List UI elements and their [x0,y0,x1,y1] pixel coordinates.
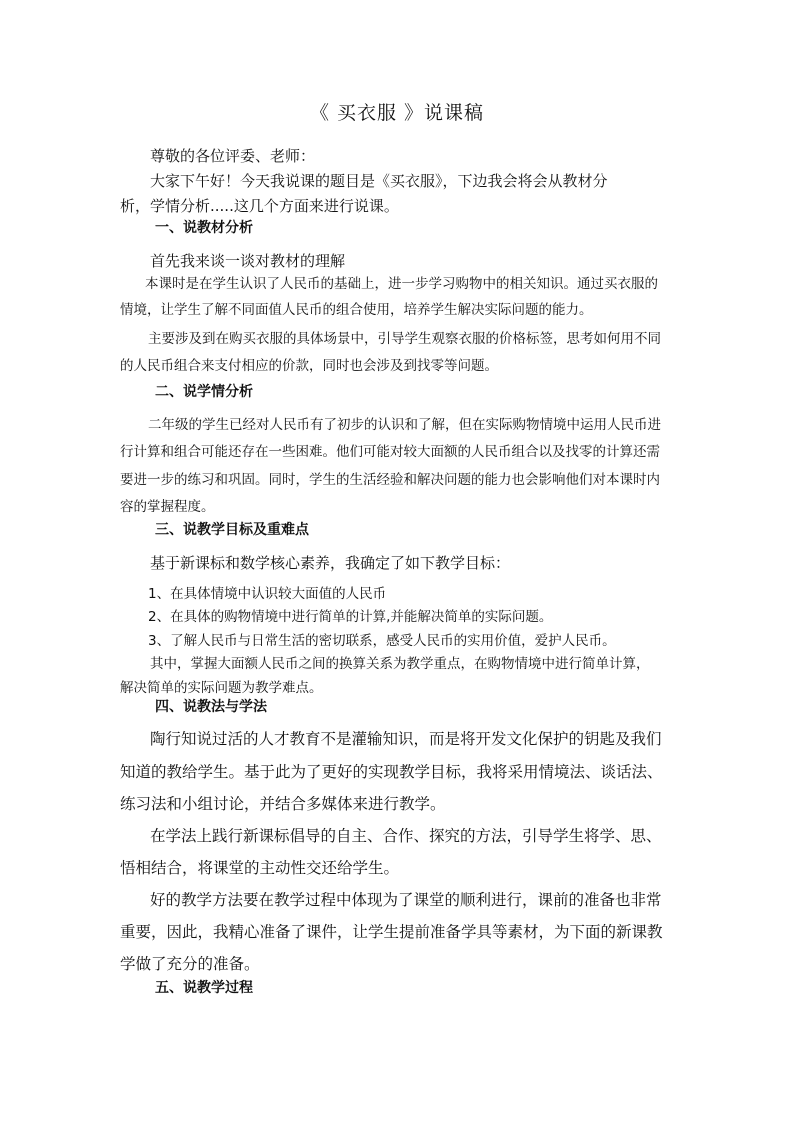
section-heading-1: 一、说教材分析 [155,220,253,236]
paragraph-line: 容的掌握程度。 [120,499,215,515]
paragraph-line: 二年级的学生已经对人民币有了初步的认识和了解，但在实际购物情境中运用人民币进 [148,417,661,433]
paragraph-line: 陶行知说过活的人才教育不是灌输知识，而是将开发文化保护的钥匙及我们 [150,730,662,748]
paragraph-line: 的人民币组合来支付相应的价款，同时也会涉及到找零等问题。 [120,358,498,374]
paragraph-line: 行计算和组合可能还存在一些困难。他们可能对较大面额的人民币组合以及找零的计算还需 [120,444,660,460]
paragraph-line: 要进一步的练习和巩固。同时，学生的生活经验和解决问题的能力也会影响他们对本课时内 [120,472,660,488]
paragraph-line: 在学法上践行新课标倡导的自主、合作、探究的方法，引导学生将学、思、 [150,827,662,845]
paragraph-line: 解决简单的实际问题为教学难点。 [120,680,323,696]
list-item: 2、在具体的购物情境中进行简单的计算,并能解决简单的实际问题。 [148,609,553,625]
section-heading-2: 二、说学情分析 [155,384,253,400]
paragraph-line: 知道的教给学生。基于此为了更好的实现教学目标，我将采用情境法、谈话法、 [120,763,663,781]
paragraph-line: 练习法和小组讨论，并结合多媒体来进行教学。 [120,795,446,813]
document-title: 《 买衣服 》说课稿 [309,102,485,124]
paragraph-line: 基于新课标和数学核心素养，我确定了如下教学目标： [150,554,511,572]
paragraph-line: 重要，因此，我精心准备了课件，让学生提前准备学具等素材，为下面的新课教 [120,923,663,941]
list-item: 3、了解人民币与日常生活的密切联系，感受人民币的实用价值，爱护人民币。 [148,633,616,649]
paragraph-line: 本课时是在学生认识了人民币的基础上，进一步学习购物中的相关知识。通过买衣服的 [145,276,658,292]
intro-line-2: 析，学情分析.....这几个方面来进行说课。 [120,197,399,215]
paragraph-line: 首先我来谈一谈对教材的理解 [150,252,346,270]
paragraph-line: 情境，让学生了解不同面值人民币的组合使用，培养学生解决实际问题的能力。 [120,302,593,318]
paragraph-line: 学做了充分的准备。 [120,955,260,973]
section-heading-4: 四、说教法与学法 [155,699,267,715]
section-heading-3: 三、说教学目标及重难点 [155,522,309,538]
list-item: 1、在具体情境中认识较大面值的人民币 [148,586,387,602]
section-heading-5: 五、说教学过程 [155,980,253,996]
paragraph-line: 主要涉及到在购买衣服的具体场景中，引导学生观察衣服的价格标签，思考如何用不同 [148,331,661,347]
paragraph-line: 悟相结合，将课堂的主动性交还给学生。 [120,859,400,877]
intro-line-1: 大家下午好！今天我说课的题目是《买衣服》，下边我会将会从教材分 [150,172,608,190]
paragraph-line: 好的教学方法要在教学过程中体现为了课堂的顺利进行，课前的准备也非常 [150,891,662,909]
paragraph-line: 其中，掌握大面额人民币之间的换算关系为教学重点，在购物情境中进行简单计算， [150,656,650,672]
greeting: 尊敬的各位评委、老师： [150,147,316,165]
